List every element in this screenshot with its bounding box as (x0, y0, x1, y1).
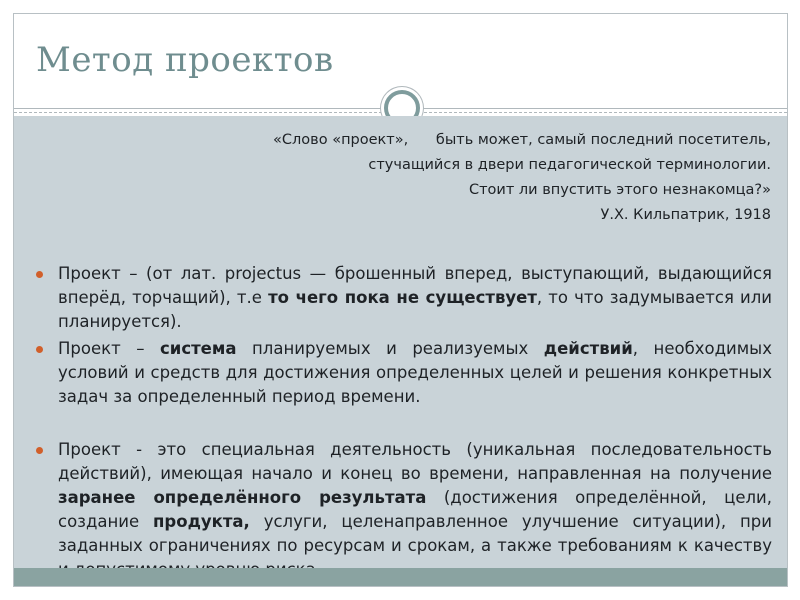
bullet-text-2: Проект – система планируемых и реализуемых действий, необходимых условий и средств для достижения определенных целей и решения конкретных задач за определенный период времени. (58, 339, 772, 406)
slide-frame (13, 13, 788, 587)
bullet-item-2 (36, 337, 772, 409)
bullet-item-1 (36, 262, 772, 334)
bullet-text-1: Проект – (от лат. projectus — брошенный вперед, выступающий, выдающийся вперёд, торчащий), т.е то чего пока не существует, то что задумывается или планируется). (58, 264, 772, 331)
quote-author: У.Х. Кильпатрик, 1918 (600, 207, 771, 223)
quote-line-3: Стоит ли впустить этого незнакомца?» (468, 182, 771, 198)
quote-line-1: «Слово «проект», быть может, самый последний посетитель, (273, 132, 771, 148)
bullet-dot-icon (36, 447, 43, 454)
bullet-text-3: Проект - это специальная деятельность (уникальная последовательность действий), имеющая начало и конец во времени, направленная на получение заранее определённого результата (достижения определённой, цели, создание продукта, услуги, целенаправленное улучшение ситуации), при заданных ограничениях по ресурсам и срокам, а также требованиям к качеству (58, 440, 772, 555)
bullet-dot-icon (36, 346, 43, 353)
slide-title: Метод проектов (36, 40, 334, 80)
quote-line-2: стучащийся в двери педагогической терминологии. (368, 157, 771, 173)
bottom-accent-strip (14, 568, 787, 586)
content-area (14, 116, 787, 568)
bullet-item-3 (36, 438, 772, 582)
bullet-dot-icon (36, 271, 43, 278)
